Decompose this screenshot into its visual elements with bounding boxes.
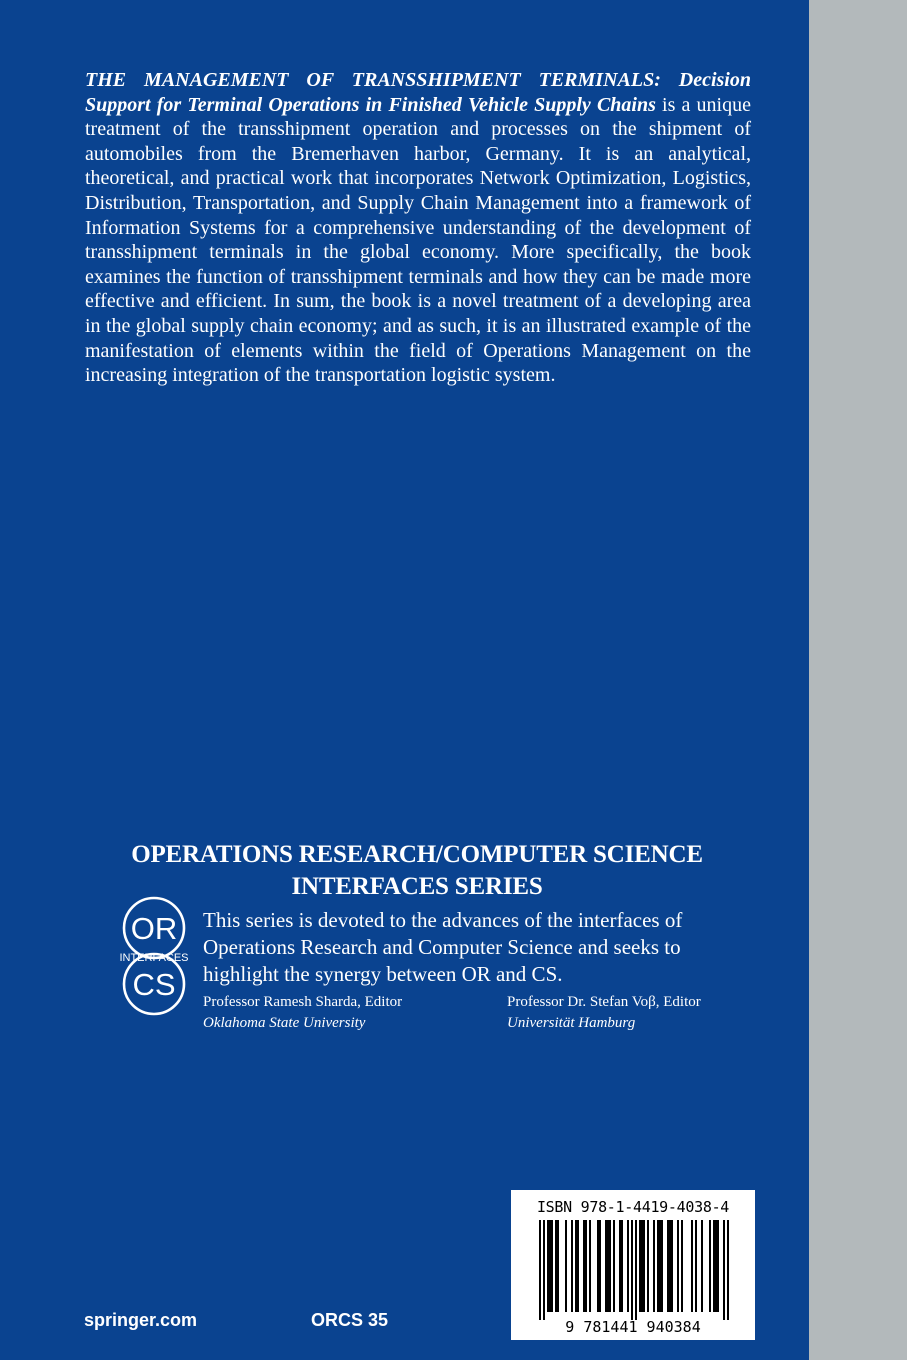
barcode-bar: [551, 1220, 553, 1312]
barcode-bar: [605, 1220, 607, 1312]
series-title-line2: INTERFACES SERIES: [291, 873, 543, 900]
isbn-label: ISBN 978-1-4419-4038-4: [536, 1198, 730, 1216]
editor-name: Professor Ramesh Sharda, Editor: [203, 994, 403, 1010]
book-description: [85, 68, 751, 388]
barcode-bar: [727, 1220, 729, 1320]
book-description-text: is a unique treatment of the transshipment operation and processes on the shipment of automobiles from the Bremerhaven harbor, Germany. It is an analytical, theoretical, and practical work that incorporates Network Optimization, Logistics, Distribution, Transportation, and Supply Chain Management into a framework of Information Systems for a comprehensive understanding of the development of transshipment terminals in the global economy. More specifically, the book examines the function of transshipment terminals and how they can be made more effective and efficient. In sum, the book is a novel treatment of a developing area in the global supply chain economy; and as such, it is an illustrated example of the manifestation of elements within the field of Operations Management on the increasing integration of the transportation logistic system.: [85, 93, 751, 387]
barcode-bar: [583, 1220, 585, 1312]
barcode-bar: [669, 1220, 671, 1312]
barcode-bar: [709, 1220, 711, 1312]
barcode-bar: [543, 1220, 545, 1320]
barcode-bar: [613, 1220, 615, 1312]
series-description-line: highlight the synergy between OR and CS.: [203, 962, 563, 986]
barcode-bar: [565, 1220, 567, 1312]
barcode-bar: [619, 1220, 621, 1312]
barcode-bars: [539, 1220, 729, 1320]
barcode-bar: [607, 1220, 609, 1312]
series-description-line: Operations Research and Computer Science and seeks to: [203, 935, 681, 959]
barcode-bar: [641, 1220, 643, 1312]
barcode-bar: [577, 1220, 579, 1312]
barcode-bar: [695, 1220, 697, 1312]
barcode-bar: [677, 1220, 679, 1312]
barcode-bar: [609, 1220, 611, 1312]
barcode-bar: [585, 1220, 587, 1312]
series-title: [85, 839, 749, 903]
series-editor-1: [203, 992, 402, 1034]
barcode-bar: [661, 1220, 663, 1312]
publisher-url: springer.com: [84, 1310, 198, 1330]
series-description: [203, 907, 763, 988]
barcode-bar: [539, 1220, 541, 1320]
barcode-bar: [635, 1220, 637, 1320]
editor-name: Professor Dr. Stefan Voβ, Editor: [507, 994, 701, 1010]
barcode-bar: [631, 1220, 633, 1320]
series-description-line: This series is devoted to the advances of the interfaces of: [203, 908, 683, 932]
editor-affiliation: Universität Hamburg: [507, 1015, 636, 1031]
logo-cs-text: CS: [132, 967, 176, 1002]
barcode-number: 9 781441 940384: [565, 1318, 701, 1336]
barcode-bar: [639, 1220, 641, 1312]
barcode-bar: [701, 1220, 703, 1312]
book-title: THE MANAGEMENT OF TRANSSHIPMENT TERMINALS: Decision Support for Terminal Operations in Finished Vehicle Supply Chains: [85, 69, 751, 116]
barcode-bar: [599, 1220, 601, 1312]
barcode-bar: [715, 1220, 717, 1312]
barcode-bar: [571, 1220, 573, 1312]
barcode-bar: [657, 1220, 659, 1312]
logo-interfaces-text: INTERFACES: [119, 952, 189, 964]
isbn-barcode: [511, 1190, 755, 1340]
barcode-bar: [659, 1220, 661, 1312]
spine-edge: [809, 0, 907, 1360]
barcode-bar: [547, 1220, 549, 1312]
orcs-logo: [109, 895, 199, 1017]
barcode-bar: [549, 1220, 551, 1312]
barcode-bar: [653, 1220, 655, 1312]
barcode-bar: [621, 1220, 623, 1312]
barcode-bar: [597, 1220, 599, 1312]
series-code: ORCS 35: [311, 1310, 389, 1330]
barcode-bar: [557, 1220, 559, 1312]
barcode-bar: [667, 1220, 669, 1312]
logo-or-text: OR: [130, 911, 178, 946]
barcode-bar: [647, 1220, 649, 1312]
series-editor-2: [507, 992, 701, 1034]
barcode-bar: [713, 1220, 715, 1312]
barcode-bar: [589, 1220, 591, 1312]
barcode-bar: [643, 1220, 645, 1312]
barcode-bar: [691, 1220, 693, 1312]
barcode-bar: [681, 1220, 683, 1312]
barcode-bar: [627, 1220, 629, 1312]
barcode-bar: [555, 1220, 557, 1312]
barcode-bar: [723, 1220, 725, 1320]
barcode-graphic: [521, 1220, 745, 1336]
barcode-bar: [717, 1220, 719, 1312]
barcode-bar: [671, 1220, 673, 1312]
editor-affiliation: Oklahoma State University: [203, 1015, 366, 1031]
barcode-bar: [575, 1220, 577, 1312]
series-title-line1: OPERATIONS RESEARCH/COMPUTER SCIENCE: [131, 841, 703, 868]
